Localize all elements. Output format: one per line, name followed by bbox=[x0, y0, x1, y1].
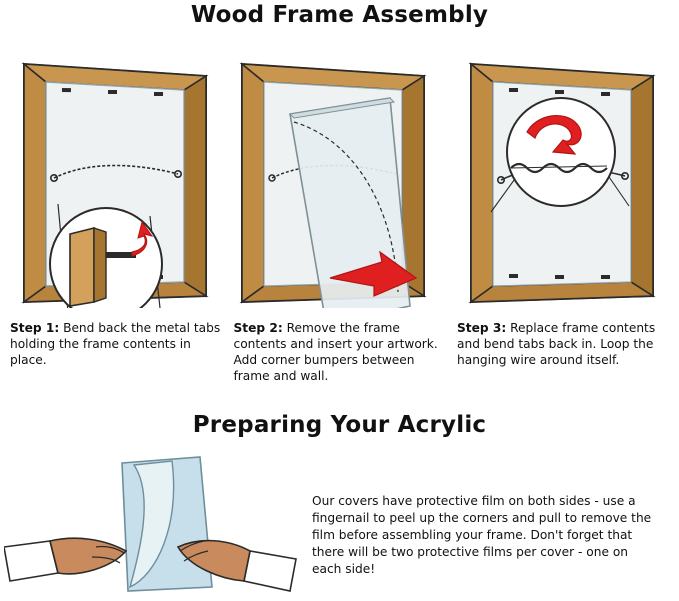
acrylic-instructions-text: Our covers have protective film on both sides - use a fingernail to peel up the corners and pull to remove the film before assembling your frame. Don't forget that there will be two protective films per cover - one on each side! bbox=[312, 494, 652, 576]
frame-wire-loop-detail-illustration bbox=[457, 56, 669, 308]
step-1 bbox=[10, 56, 222, 384]
page-title-acrylic: Preparing Your Acrylic bbox=[192, 412, 487, 438]
step-3-label: Step 3: bbox=[457, 321, 507, 335]
step-1-label: Step 1: bbox=[10, 321, 60, 335]
acrylic-row bbox=[0, 455, 679, 595]
step-3 bbox=[457, 56, 669, 384]
step-1-text: Bend back the metal tabs holding the frame contents in place. bbox=[10, 321, 221, 367]
steps-row bbox=[0, 56, 679, 384]
step-2-label: Step 2: bbox=[233, 321, 283, 335]
step-2-text: Remove the frame contents and insert your artwork. Add corner bumpers between frame and wall. bbox=[233, 321, 438, 383]
step-1-caption bbox=[10, 320, 222, 368]
step-2 bbox=[234, 56, 446, 384]
hands-peeling-protective-film-illustration bbox=[4, 455, 304, 595]
step-3-caption bbox=[457, 320, 669, 368]
frame-remove-contents-illustration bbox=[234, 56, 446, 308]
page-title-assembly: Wood Frame Assembly bbox=[190, 2, 489, 28]
step-3-text: Replace frame contents and bend tabs back in. Loop the hanging wire around itself. bbox=[457, 321, 656, 367]
step-2-caption bbox=[234, 320, 446, 384]
frame-with-tab-detail-illustration bbox=[10, 56, 222, 308]
